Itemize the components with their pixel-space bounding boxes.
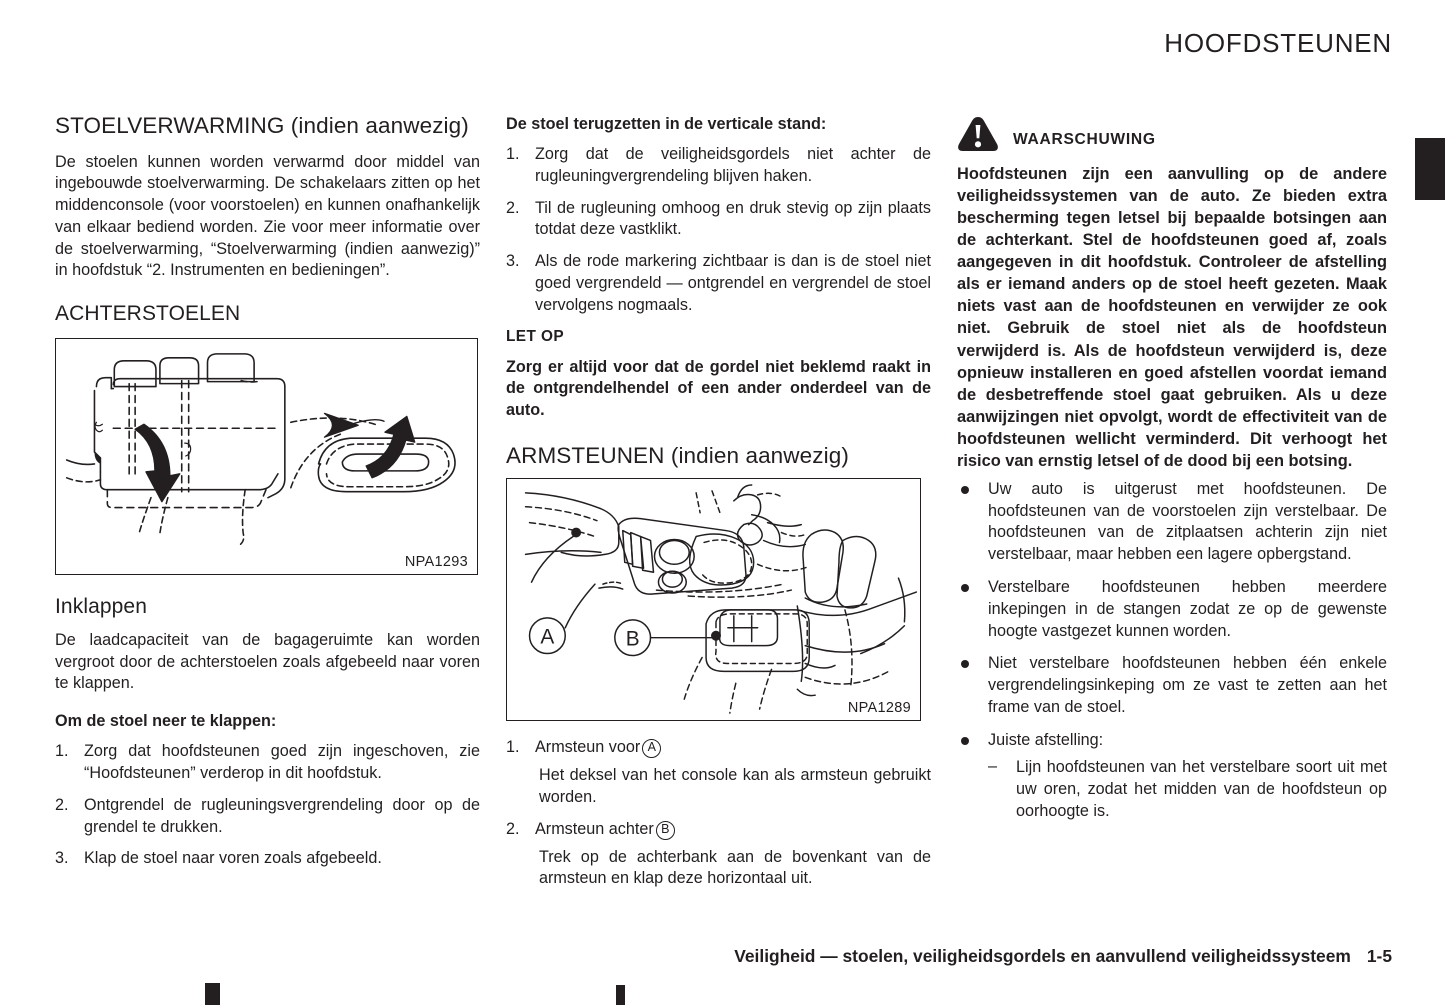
list-item bbox=[55, 848, 480, 870]
list-item bbox=[988, 757, 1387, 822]
list-text: Klap de stoel naar voren zoals afgebeeld. bbox=[84, 849, 382, 868]
bullet-dot-icon bbox=[961, 660, 969, 668]
svg-text:A: A bbox=[540, 626, 555, 650]
heading-om-de-stoel-neer-te-klappen: Om de stoel neer te klappen: bbox=[55, 712, 277, 731]
paragraph-caution: Zorg er altijd voor dat de gordel niet beklemd raakt in de ontgrendelhendel of een ander onderdeel van de auto. bbox=[506, 357, 931, 420]
list-detail-text: Trek op de achterbank aan de bovenkant van de armsteun en klap deze horizontaal uit. bbox=[539, 847, 931, 888]
figure-armrests bbox=[506, 478, 921, 721]
list-number: 2. bbox=[506, 198, 520, 217]
column-two bbox=[506, 112, 931, 900]
bullet-dot-icon bbox=[961, 486, 969, 494]
page-title: HOOFDSTEUNEN bbox=[1164, 28, 1392, 58]
list-item bbox=[506, 198, 931, 242]
heading-stoelverwarming: STOELVERWARMING (indien aanwezig) bbox=[55, 113, 469, 138]
list-text: Als de rode markering zichtbaar is dan is de stoel niet goed vergrendeld — ontgrendel en vergrendel de stoel vervolgens nogmaals. bbox=[535, 252, 931, 314]
paragraph-inklappen-intro: De laadcapaciteit van de bagageruimte kan worden vergroot door de achterstoelen zoals afgebeeld naar voren te klappen. bbox=[55, 630, 480, 693]
label-let-op: LET OP bbox=[506, 327, 564, 345]
heading-armsteunen: ARMSTEUNEN (indien aanwezig) bbox=[506, 442, 849, 468]
list-number: 2. bbox=[506, 819, 520, 838]
list-text: Armsteun voor bbox=[535, 738, 641, 757]
heading-achterstoelen: ACHTERSTOELEN bbox=[55, 302, 241, 326]
list-text: Juiste afstelling: bbox=[988, 730, 1104, 749]
bullet-dot-icon bbox=[961, 737, 969, 745]
list-text: Zorg dat de veiligheidsgordels niet achter de rugleuningvergrendeling blijven haken. bbox=[535, 145, 931, 185]
column-three bbox=[957, 112, 1387, 900]
list-item bbox=[957, 653, 1387, 718]
registration-mark-left bbox=[205, 983, 220, 1005]
list-text: Niet verstelbare hoofdsteunen hebben één enkele vergrendelingsinkeping om ze vast te zetten aan het frame van de stoel. bbox=[988, 654, 1387, 716]
figure-code-npa1289: NPA1289 bbox=[847, 700, 911, 717]
list-item bbox=[55, 795, 480, 839]
list-item bbox=[506, 819, 931, 890]
list-number: 3. bbox=[55, 849, 69, 868]
heading-stoel-terugzetten: De stoel terugzetten in de verticale stand: bbox=[506, 115, 827, 133]
chapter-edge-tab bbox=[1415, 138, 1445, 200]
list-item bbox=[506, 737, 931, 808]
heading-inklappen: Inklappen bbox=[55, 594, 147, 618]
list-item bbox=[957, 577, 1387, 642]
warning-header bbox=[957, 112, 1387, 152]
list-number: 2. bbox=[55, 795, 69, 814]
list-item bbox=[957, 479, 1387, 566]
paragraph-warning-body: Hoofdsteunen zijn een aanvulling op de andere veiligheidssystemen van de auto. Ze bieden extra bescherming tegen letsel bij bepaalde botsingen aan de achterkant. Stel de hoofdsteunen goed af, zoals aangegeven in dit hoofdstuk. Controleer de afstelling als er iemand anders op de stoel heeft gezeten. Maak niets vast aan de hoofdsteunen en verwijder ze ook niet. Gebruik de stoel niet als de hoofdsteun verwijderd is. Als de hoofdsteun verwijderd is, deze opnieuw installeren en goed afstellen voordat iemand de desbetreffende stoel gaat gebruiken. Als u deze aanwijzingen niet opvolgt, wordt de effectiviteit van de hoofdsteunen wellicht verminderd. Dit verhoogt het risico van ernstig letsel of de dood bij een botsing. bbox=[957, 165, 1387, 470]
list-number: 1. bbox=[55, 742, 69, 761]
footer-chapter-title: Veiligheid — stoelen, veiligheidsgordels en aanvullend veiligheidssysteem bbox=[734, 946, 1351, 966]
bullet-dot-icon bbox=[961, 584, 969, 592]
list-item bbox=[506, 144, 931, 188]
list-text: Til de rugleuning omhoog en druk stevig op zijn plaats totdat deze vastklikt. bbox=[535, 198, 931, 239]
list-item bbox=[957, 730, 1387, 823]
warning-title: WAARSCHUWING bbox=[1013, 131, 1156, 148]
list-fold-steps bbox=[55, 741, 480, 870]
list-detail-text: Het deksel van het console kan als armsteun gebruikt worden. bbox=[539, 766, 931, 807]
registration-mark-middle bbox=[616, 985, 625, 1005]
list-item bbox=[55, 741, 480, 785]
page-footer bbox=[0, 946, 1392, 967]
dash-marker: – bbox=[988, 757, 998, 776]
list-warning-bullets bbox=[957, 479, 1387, 823]
list-text: Ontgrendel de rugleuningsvergrendeling door op de grendel te drukken. bbox=[84, 795, 480, 836]
list-number: 1. bbox=[506, 145, 520, 164]
list-number: 3. bbox=[506, 252, 520, 271]
callout-b-icon: B bbox=[656, 821, 675, 840]
callout-a-icon: A bbox=[642, 739, 661, 758]
list-sub-bullets bbox=[988, 757, 1387, 822]
figure-code-npa1293: NPA1293 bbox=[404, 553, 468, 570]
list-text: Lijn hoofdsteunen van het verstelbare soort uit met uw oren, zodat het midden van de hoofdsteun op oorhoogte is. bbox=[1016, 758, 1387, 821]
list-upright-steps bbox=[506, 144, 931, 316]
figure-rear-seats bbox=[55, 338, 478, 575]
warning-triangle-icon bbox=[957, 116, 999, 152]
list-text: Armsteun achter bbox=[535, 819, 654, 838]
list-text: Uw auto is uitgerust met hoofdsteunen. De hoofdsteunen van de voorstoelen zijn verstelbaar. De hoofdsteunen van de zitplaatsen achterin zijn niet verstelbaar, maar hebben een lagere opbergstand. bbox=[988, 479, 1387, 564]
svg-text:B: B bbox=[625, 628, 640, 652]
list-armrest-items bbox=[506, 737, 931, 890]
footer-page-number: 1-5 bbox=[1366, 946, 1392, 966]
list-number: 1. bbox=[506, 738, 520, 757]
list-text: Verstelbare hoofdsteunen hebben meerdere inkepingen in de stangen zodat ze op de gewenste hoogte vastgezet kunnen worden. bbox=[988, 578, 1387, 640]
page-columns bbox=[55, 112, 1400, 900]
list-item bbox=[506, 251, 931, 316]
paragraph-stoelverwarming-intro: De stoelen kunnen worden verwarmd door middel van ingebouwde stoelverwarming. De schakelaars zitten op het middenconsole (voor voorstoelen) en kunnen onafhankelijk van elkaar bediend worden. Zie voor meer informatie over de stoelverwarming, “Stoelverwarming (indien aanwezig)” in hoofdstuk “2. Instrumenten en bedieningen”. bbox=[55, 152, 480, 280]
column-one bbox=[55, 112, 480, 900]
list-text: Zorg dat hoofdsteunen goed zijn ingeschoven, zie “Hoofdsteunen” verderop in dit hoofdstuk. bbox=[84, 742, 480, 782]
